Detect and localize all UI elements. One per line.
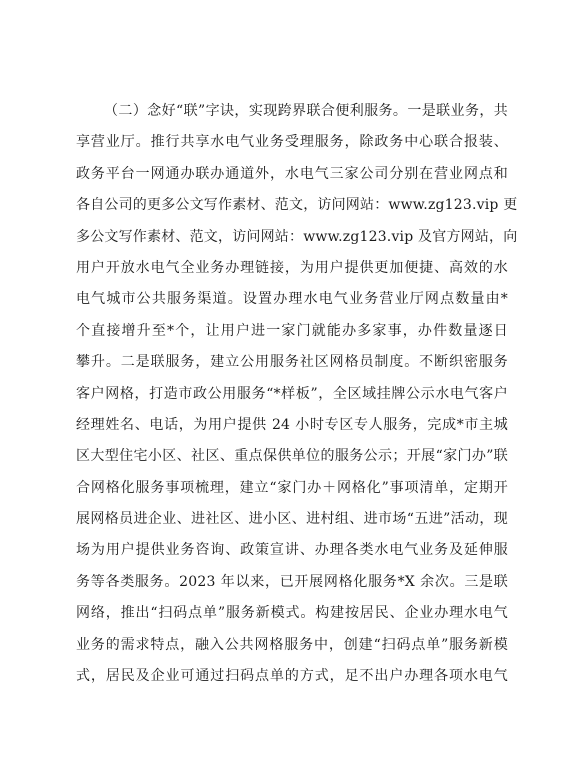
paragraph-line: 用户开放水电气全业务办理链接，为用户提供更加便捷、高效的水 bbox=[76, 259, 508, 276]
paragraph-line: 政务平台一网通办联办通道外，水电气三家公司分别在营业网点和 bbox=[76, 165, 508, 182]
paragraph-line: 业务的需求特点，融入公共网格服务中，创建“扫码点单”服务新模 bbox=[76, 636, 508, 653]
paragraph-line: （二）念好“联”字诀，实现跨界联合便利服务。一是联业务，共 bbox=[104, 103, 508, 119]
paragraph-line: 攀升。二是联服务，建立公用服务社区网格员制度。不断织密服务 bbox=[76, 354, 508, 371]
paragraph-line: 展网格员进企业、进社区、进小区、进村组、进市场“五进”活动，现 bbox=[76, 511, 508, 528]
body-paragraph bbox=[76, 96, 518, 692]
paragraph-line: 电气城市公共服务渠道。设置办理水电气业务营业厅网点数量由* bbox=[76, 291, 508, 308]
paragraph-line: 客户网格，打造市政公用服务“*样板”，全区域挂牌公示水电气客户 bbox=[76, 385, 508, 402]
paragraph-line: 场为用户提供业务咨询、政策宣讲、办理各类水电气业务及延伸服 bbox=[76, 542, 508, 559]
paragraph-line: 个直接增升至*个，让用户进一家门就能办多家事，办件数量逐日 bbox=[76, 322, 508, 339]
paragraph-line: 务等各类服务。2023 年以来，已开展网格化服务*X 余次。三是联 bbox=[76, 573, 508, 590]
paragraph-line: 式，居民及企业可通过扫码点单的方式，足不出户办理各项水电气 bbox=[76, 668, 508, 685]
paragraph-line: 网络，推出“扫码点单”服务新模式。构建按居民、企业办理水电气 bbox=[76, 605, 508, 622]
paragraph-line: 多公文写作素材、范文，访问网站：www.zg123.vip 及官方网站，向 bbox=[76, 228, 518, 245]
paragraph-line: 区大型住宅小区、社区、重点保供单位的服务公示；开展“家门办”联 bbox=[76, 448, 508, 465]
paragraph-line: 享营业厅。推行共享水电气业务受理服务，除政务中心联合报装、 bbox=[76, 134, 508, 151]
paragraph-line: 经理姓名、电话，为用户提供 24 小时专区专人服务，完成*市主城 bbox=[76, 416, 508, 433]
paragraph-line: 合网格化服务事项梳理，建立“家门办＋网格化”事项清单，定期开 bbox=[76, 479, 508, 496]
paragraph-line: 各自公司的更多公文写作素材、范文，访问网站：www.zg123.vip 更 bbox=[76, 197, 518, 214]
